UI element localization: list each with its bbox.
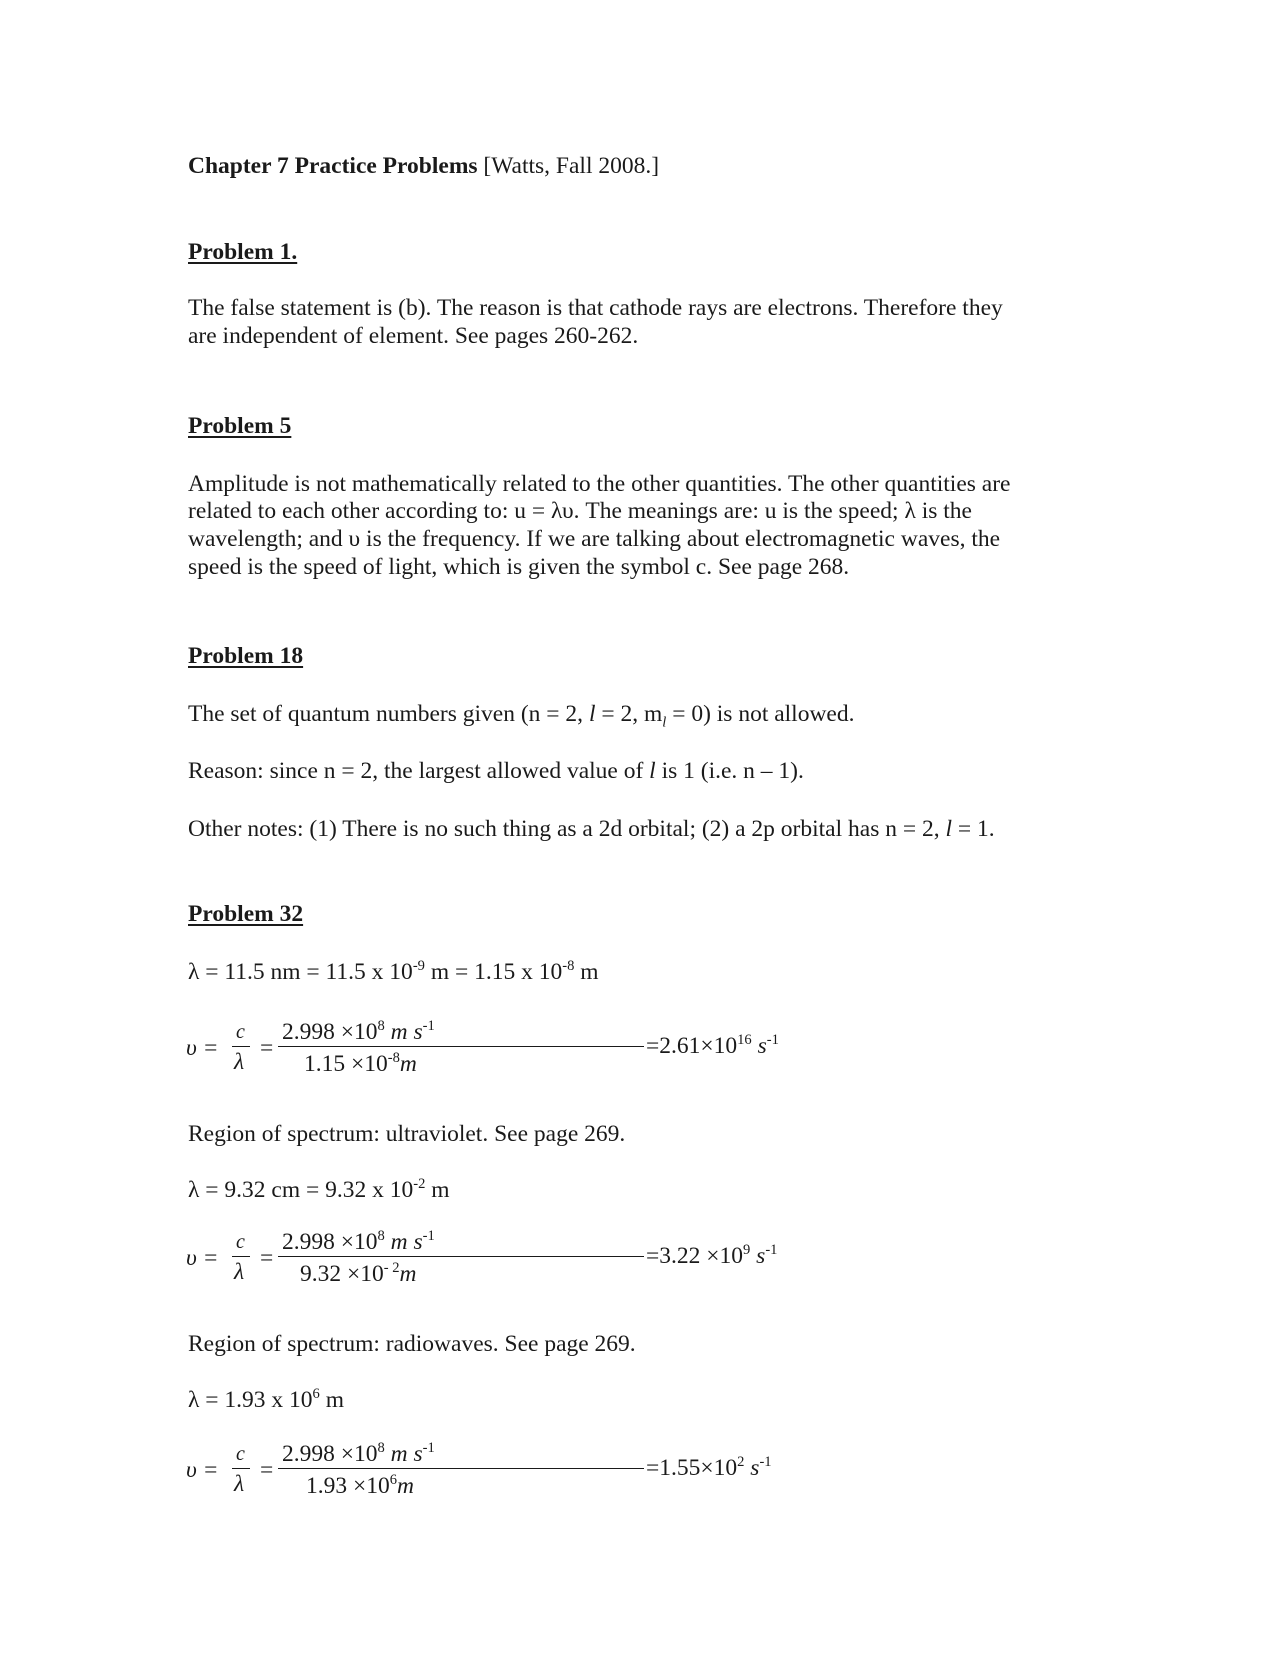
problem-18-notes	[188, 815, 995, 843]
unit: m s	[384, 1229, 423, 1255]
exponent: 6	[389, 1472, 398, 1489]
text-run: Other notes: (1) There is no such thing as a 2d orbital; (2) a 2p orbital has n = 2,	[188, 816, 946, 842]
exponent: 8	[377, 1018, 385, 1035]
eq-lhs: υ =	[186, 1457, 219, 1483]
unit: s	[744, 1455, 760, 1481]
problem-5-heading: Problem 5	[188, 413, 292, 439]
fraction-bar	[278, 1468, 644, 1469]
exponent: -1	[766, 1032, 779, 1049]
unit: m	[397, 1473, 415, 1499]
text-run: =2.61×10	[646, 1033, 738, 1059]
exponent: -8	[562, 958, 575, 975]
text-run: m	[319, 1387, 344, 1413]
unit: m s	[384, 1019, 423, 1045]
eq-lambda: λ	[234, 1049, 245, 1075]
text-run: =1.55×10	[646, 1455, 738, 1481]
problem-5-line-3: wavelength; and υ is the frequency. If we are talking about electromagnetic waves, the	[188, 526, 1001, 552]
text-run: The set of quantum numbers given (n = 2,	[188, 701, 589, 727]
eq-denominator	[304, 1050, 417, 1078]
eq-lambda: λ	[234, 1259, 245, 1285]
problem-18-heading: Problem 18	[188, 643, 304, 669]
text-run: =3.22 ×10	[646, 1243, 744, 1269]
title-source: [Watts, Fall 2008.]	[483, 153, 660, 179]
wavelength-conversion-3	[188, 1386, 344, 1414]
eq-denominator	[306, 1472, 414, 1500]
text-run: = 1.	[952, 816, 995, 842]
text-run: is 1 (i.e. n – 1).	[655, 758, 804, 784]
eq-denominator	[300, 1260, 417, 1288]
title-bold: Chapter 7 Practice Problems	[188, 153, 478, 179]
eq-equals: =	[260, 1035, 274, 1061]
text-run: = 0) is not allowed.	[666, 701, 855, 727]
exponent: -1	[759, 1454, 772, 1471]
unit: s	[750, 1243, 766, 1269]
eq-numerator	[282, 1440, 435, 1468]
exponent: -1	[422, 1228, 435, 1245]
exponent: 9	[743, 1242, 751, 1259]
problem-5-line-4: speed is the speed of light, which is given the symbol c. See page 268.	[188, 554, 850, 580]
region-of-spectrum-1: Region of spectrum: ultraviolet. See page 269.	[188, 1121, 626, 1147]
text-run: 2.998 ×10	[282, 1019, 378, 1045]
document-title	[188, 152, 659, 180]
problem-1-line-2: are independent of element. See pages 260-262.	[188, 323, 639, 349]
problem-18-reason	[188, 757, 804, 785]
exponent: -2	[413, 1176, 426, 1193]
text-run: Reason: since n = 2, the largest allowed value of	[188, 758, 650, 784]
text-run: m	[574, 959, 599, 985]
eq-c: c	[236, 1443, 245, 1465]
l-symbol: l	[945, 816, 953, 842]
frequency-equation-2	[186, 1228, 778, 1308]
text-run: 2.998 ×10	[282, 1441, 378, 1467]
eq-result	[646, 1242, 777, 1270]
exponent: 16	[737, 1032, 752, 1049]
text-run: 9.32 ×10	[300, 1261, 384, 1287]
problem-1-heading: Problem 1.	[188, 239, 298, 265]
fraction-bar	[232, 1046, 250, 1047]
problem-32-heading: Problem 32	[188, 901, 304, 927]
unit: s	[751, 1033, 767, 1059]
fraction-bar	[278, 1256, 644, 1257]
text-run: m	[425, 1177, 450, 1203]
text-run: = 2, m	[595, 701, 663, 727]
wavelength-conversion-2	[188, 1176, 450, 1204]
l-symbol: l	[588, 701, 596, 727]
problem-5-line-1: Amplitude is not mathematically related to the other quantities. The other quantities are	[188, 471, 1011, 497]
eq-c: c	[236, 1231, 245, 1253]
text-run: 1.15 ×10	[304, 1051, 388, 1077]
wavelength-conversion-1	[188, 958, 599, 986]
text-run: m = 1.15 x 10	[424, 959, 563, 985]
eq-result	[646, 1032, 779, 1060]
text-run: 2.998 ×10	[282, 1229, 378, 1255]
frequency-equation-3	[186, 1440, 772, 1520]
fraction-bar	[232, 1256, 250, 1257]
l-symbol: l	[649, 758, 656, 784]
fraction-bar	[278, 1046, 644, 1047]
eq-numerator	[282, 1018, 435, 1046]
unit: m	[399, 1051, 417, 1077]
exponent: 8	[377, 1440, 385, 1457]
text-run: λ = 1.93 x 10	[188, 1387, 313, 1413]
eq-numerator	[282, 1228, 435, 1256]
eq-lhs: υ =	[186, 1035, 219, 1061]
exponent: - 2	[383, 1260, 400, 1277]
exponent: -1	[422, 1440, 435, 1457]
text-run: λ = 11.5 nm = 11.5 x 10	[188, 959, 413, 985]
eq-equals: =	[260, 1457, 274, 1483]
unit: m s	[384, 1441, 423, 1467]
exponent: -1	[422, 1018, 435, 1035]
frequency-equation-1	[186, 1018, 779, 1098]
unit: m	[399, 1261, 417, 1287]
problem-18-quantum-set	[188, 700, 855, 732]
problem-1-line-1: The false statement is (b). The reason is that cathode rays are electrons. Therefore they	[188, 295, 1003, 321]
exponent: -9	[412, 958, 425, 975]
exponent: 6	[312, 1386, 320, 1403]
fraction-bar	[232, 1468, 250, 1469]
text-run: λ = 9.32 cm = 9.32 x 10	[188, 1177, 414, 1203]
eq-lhs: υ =	[186, 1245, 219, 1271]
problem-5-line-2: related to each other according to: u = λυ. The meanings are: u is the speed; λ is the	[188, 498, 972, 524]
region-of-spectrum-2: Region of spectrum: radiowaves. See page 269.	[188, 1331, 636, 1357]
eq-equals: =	[260, 1245, 274, 1271]
text-run: 1.93 ×10	[306, 1473, 390, 1499]
l-subscript: l	[662, 714, 667, 731]
exponent: 8	[377, 1228, 385, 1245]
eq-c: c	[236, 1021, 245, 1043]
eq-lambda: λ	[234, 1471, 245, 1497]
exponent: 2	[737, 1454, 745, 1471]
exponent: -8	[387, 1050, 400, 1067]
eq-result	[646, 1454, 772, 1482]
exponent: -1	[765, 1242, 778, 1259]
